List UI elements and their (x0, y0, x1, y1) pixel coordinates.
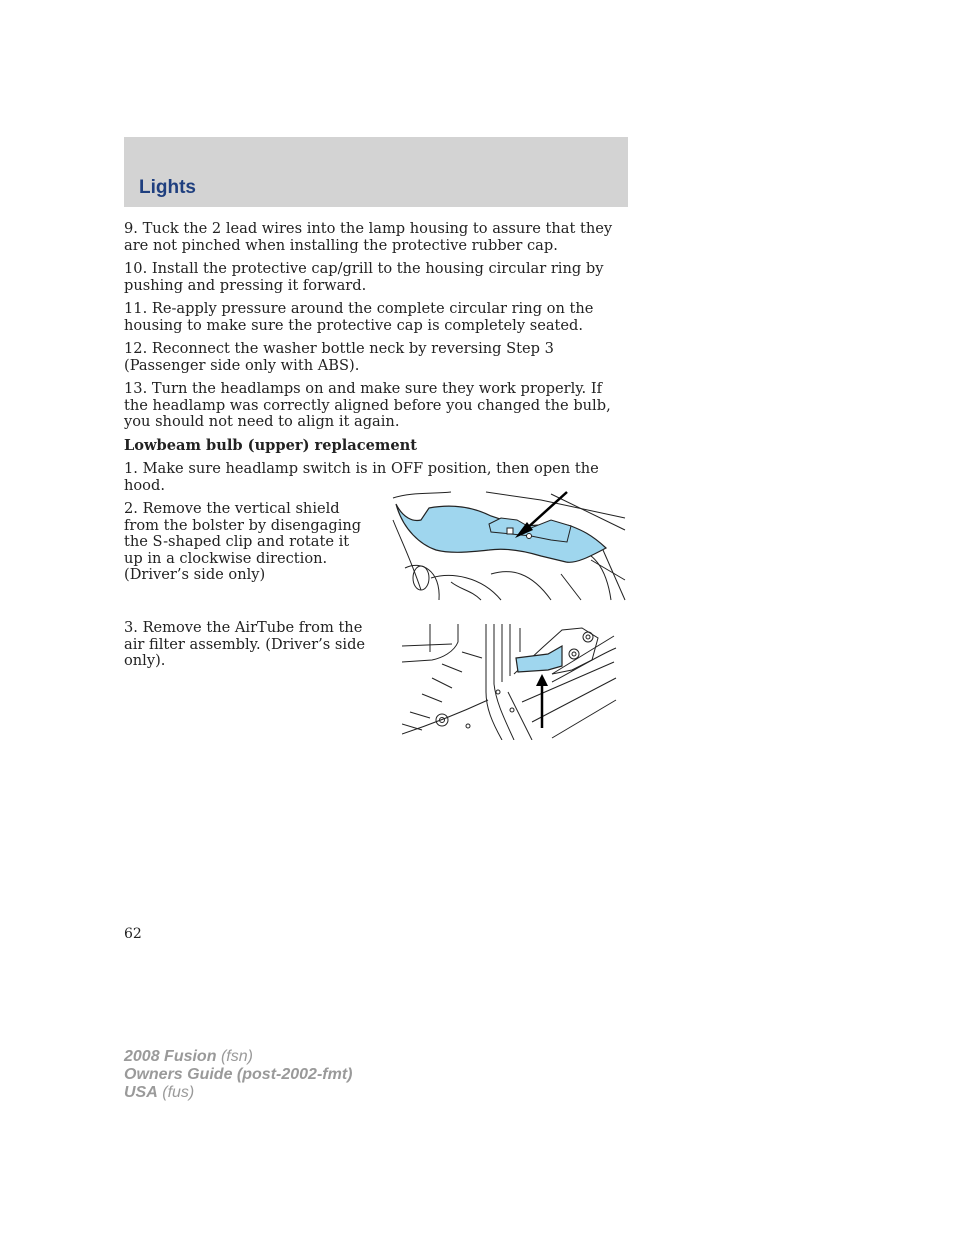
paragraph-step-9: 9. Tuck the 2 lead wires into the lamp housing to assure that they are not pinched when installing the protective rubber cap. (124, 220, 613, 254)
lowbeam-step-1: 1. Make sure headlamp switch is in OFF position, then open the hood. (124, 460, 599, 494)
page-number: 62 (124, 926, 142, 942)
lowbeam-step-3: 3. Remove the AirTube from the air filter assembly. (Driver’s side only). (124, 619, 366, 669)
footer-market: USA (124, 1084, 158, 1101)
subheading: Lowbeam bulb (upper) replacement (124, 436, 417, 454)
section-header (124, 137, 628, 207)
paragraph-step-11: 11. Re-apply pressure around the complete circular ring on the housing to make sure the protective cap is completely seated. (124, 300, 594, 334)
paragraph-step-10: 10. Install the protective cap/grill to the housing circular ring by pushing and pressing it forward. (124, 260, 604, 294)
shield-illustration (391, 490, 628, 602)
lowbeam-step-2: 2. Remove the vertical shield from the bolster by disengaging the S-shaped clip and rotate it up in a clockwise direction. (Driver’s side only) (124, 500, 362, 583)
section-title: Lights (139, 177, 196, 198)
footer-guide: Owners Guide (post-2002-fmt) (124, 1066, 353, 1083)
footer-model: 2008 Fusion (124, 1048, 217, 1065)
paragraph-step-12: 12. Reconnect the washer bottle neck by reversing Step 3 (Passenger side only with ABS). (124, 340, 554, 374)
paragraph-step-13: 13. Turn the headlamps on and make sure they work properly. If the headlamp was correctly aligned before you changed the bulb, you should not need to align it again. (124, 380, 611, 430)
document-footer (124, 1048, 352, 1102)
footer-model-code: (fsn) (220, 1048, 253, 1065)
airtube-illustration (402, 622, 618, 740)
footer-market-code: (fus) (162, 1084, 195, 1101)
